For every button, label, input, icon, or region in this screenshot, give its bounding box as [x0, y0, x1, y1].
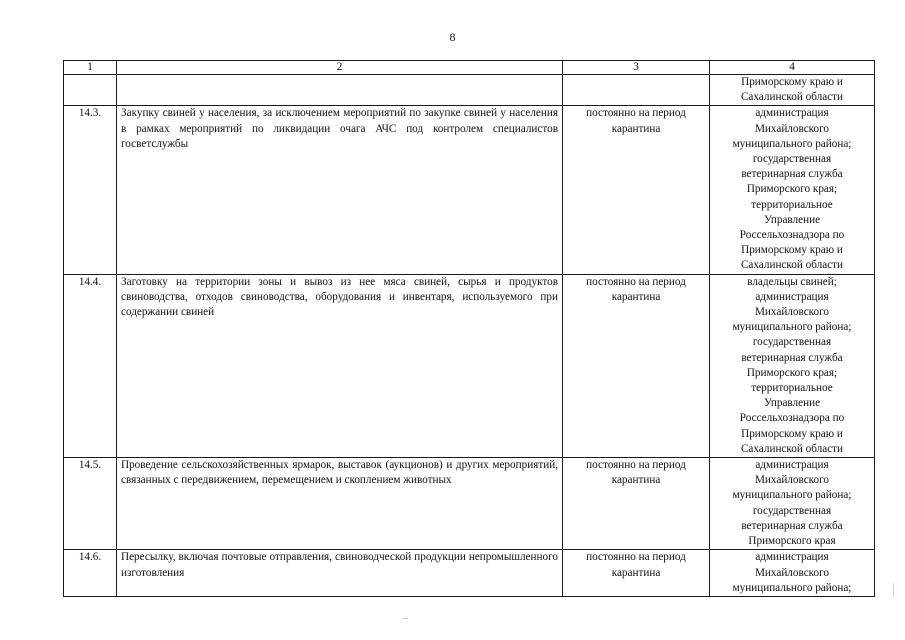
responsible-cell [710, 458, 875, 550]
responsible-line: Приморского края [748, 535, 836, 548]
header-col-1: 1 [64, 61, 117, 75]
continuation-period [563, 75, 710, 106]
scan-artifact-mark [402, 618, 408, 619]
responsible-line: Приморскому краю и [741, 244, 843, 257]
responsible-line: администрация [755, 459, 829, 472]
responsible-line: муниципального района; [732, 137, 852, 150]
row-number: 14.3. [64, 106, 117, 274]
continuation-responsible [710, 75, 875, 106]
responsible-line: Управление [763, 213, 821, 226]
row-number: 14.5. [64, 458, 117, 550]
header-col-2: 2 [117, 61, 563, 75]
responsible-line: Михайловского [754, 122, 830, 135]
responsible-line: Сахалинской области [740, 259, 844, 272]
measure-text: Проведение сельскохозяйственных ярмарок, выставок (аукционов) и других мероприятий, связанных с передвижением, перемещением и скоплением животных [117, 458, 563, 550]
responsible-line: территориальное [751, 198, 833, 211]
responsible-line: муниципального района; [732, 581, 852, 594]
continuation-num [64, 75, 117, 106]
responsible-line: государственная [752, 336, 832, 349]
responsible-line: Россельхознадзора по [739, 229, 845, 242]
scan-edge-mark [893, 583, 894, 597]
responsible-line: Приморскому краю и [741, 427, 843, 440]
row-number: 14.4. [64, 274, 117, 457]
responsible-line: Михайловского [754, 306, 830, 319]
responsible-line: Управление [763, 397, 821, 410]
responsible-line: администрация [755, 551, 829, 564]
responsible-line: государственная [752, 153, 832, 166]
responsible-line: муниципального района; [732, 489, 852, 502]
responsible-line: ветеринарная служба [741, 168, 843, 181]
responsible-line: Сахалинской области [740, 91, 844, 104]
responsible-line: Приморскому краю и [741, 76, 843, 88]
measure-text: Заготовку на территории зоны и вывоз из нее мяса свиней, сырья и продуктов свиноводства, отходов свиноводства, оборудования и инвентаря, используемого при содержании свиней [117, 274, 563, 457]
responsible-line: Приморского края; [746, 366, 838, 379]
responsible-cell [710, 550, 875, 597]
responsible-line: администрация [755, 290, 829, 303]
responsible-cell [710, 106, 875, 274]
responsible-line: Приморского края; [746, 183, 838, 196]
period-text: постоянно на период карантина [563, 106, 710, 274]
responsible-line: территориальное [751, 382, 833, 395]
table-row [64, 106, 875, 274]
continuation-row [64, 75, 875, 106]
measure-text: Пересылку, включая почтовые отправления, свиноводческой продукции непромышленного изготовления [117, 550, 563, 597]
responsible-line: Сахалинской области [740, 442, 844, 455]
responsible-line: государственная [752, 504, 832, 517]
responsible-cell [710, 274, 875, 457]
table-row [64, 458, 875, 550]
continuation-text [117, 75, 563, 106]
responsible-line: Михайловского [754, 566, 830, 579]
responsible-line: администрация [755, 107, 829, 120]
period-text: постоянно на период карантина [563, 458, 710, 550]
header-col-4: 4 [710, 61, 875, 75]
measures-table [63, 60, 875, 597]
responsible-line: ветеринарная служба [741, 351, 843, 364]
table-row [64, 274, 875, 457]
responsible-line: Михайловского [754, 474, 830, 487]
row-number: 14.6. [64, 550, 117, 597]
responsible-line: ветеринарная служба [741, 519, 843, 532]
period-text: постоянно на период карантина [563, 550, 710, 597]
page-number: 8 [449, 30, 456, 44]
table-row [64, 550, 875, 597]
measure-text: Закупку свиней у населения, за исключением мероприятий по закупке свиней у населения в рамках мероприятий по ликвидации очага АЧС под контролем специалистов госветслужбы [117, 106, 563, 274]
responsible-line: муниципального района; [732, 321, 852, 334]
header-row [64, 61, 875, 75]
responsible-line: Россельхознадзора по [739, 412, 845, 425]
responsible-line: владельцы свиней; [747, 275, 837, 288]
period-text: постоянно на период карантина [563, 274, 710, 457]
header-col-3: 3 [563, 61, 710, 75]
